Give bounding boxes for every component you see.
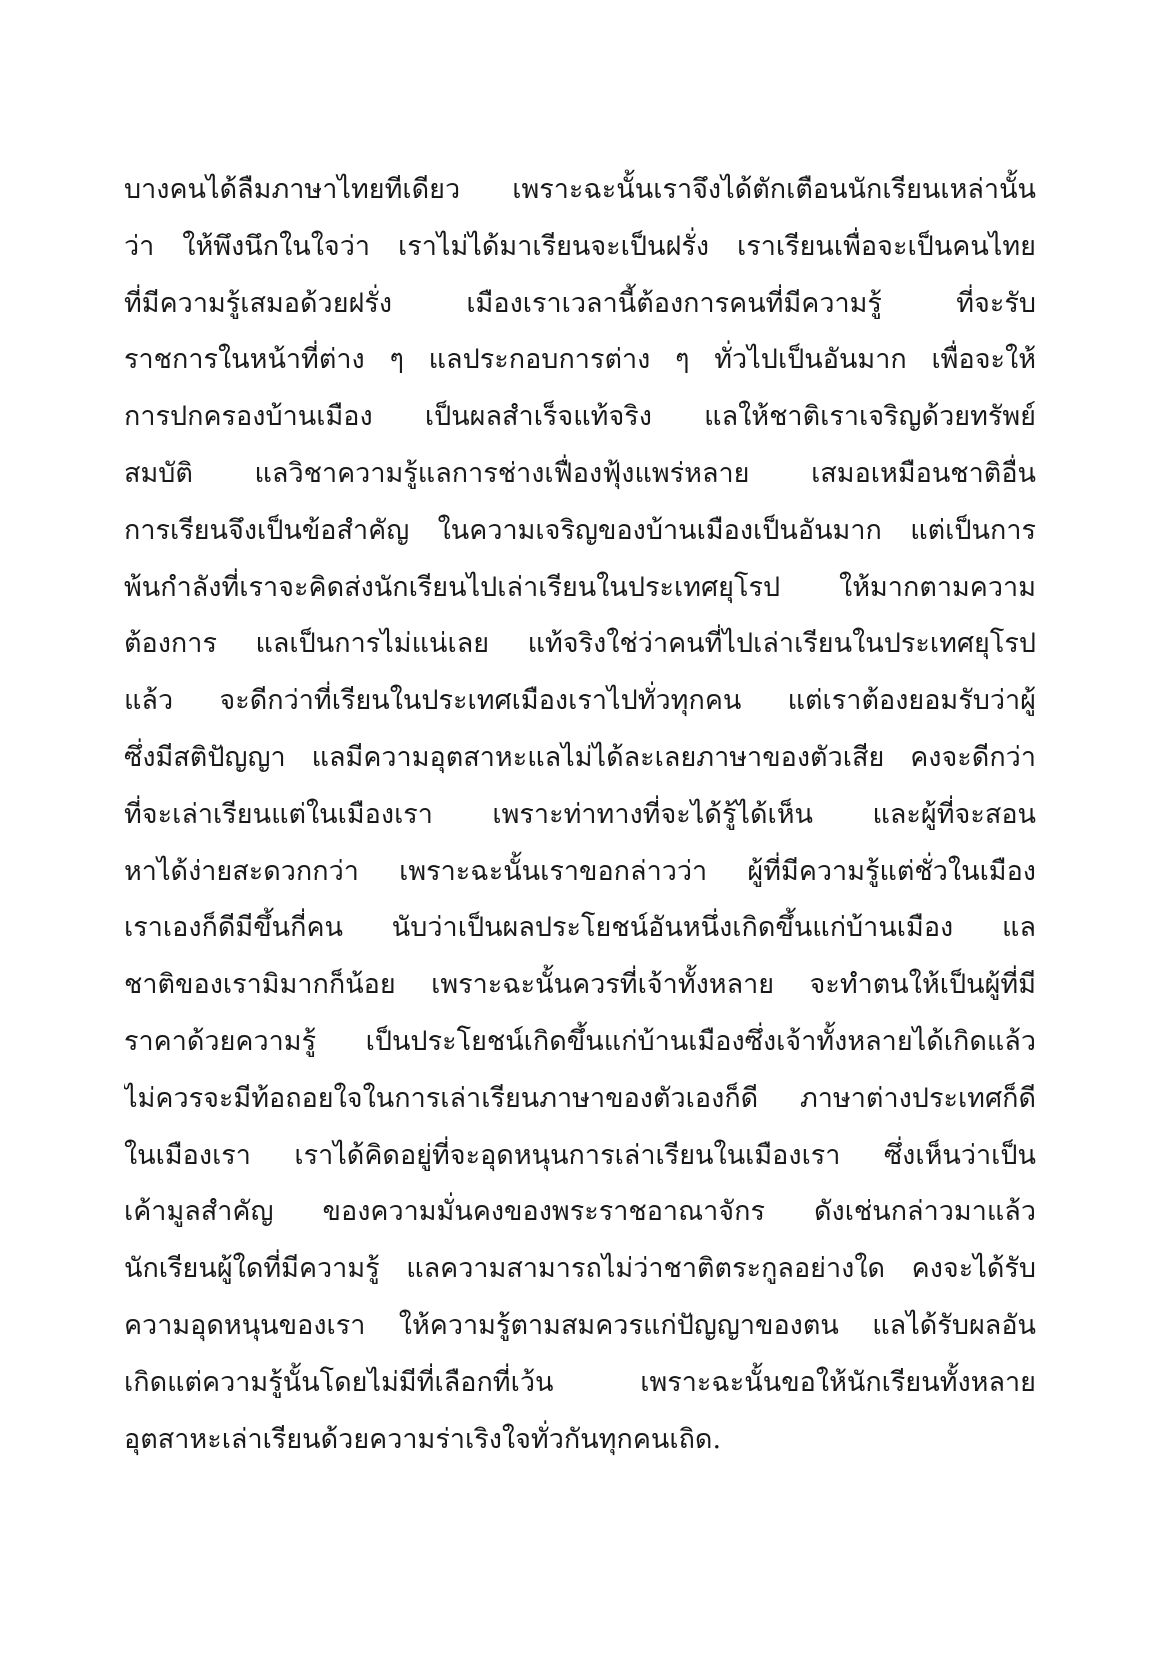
- text-line-last: อุตสาหะเล่าเรียนด้วยความร่าเริงใจทั่วกันทุกคนเถิด.: [124, 1423, 722, 1455]
- text-line: แล้ว จะดีกว่าที่เรียนในประเทศเมืองเราไปทั่วทุกคน แต่เราต้องยอมรับว่าผู้: [124, 685, 1036, 717]
- text-line: ที่มีความรู้เสมอด้วยฝรั่ง เมืองเราเวลานี้ต้องการคนที่มีความรู้ ที่จะรับ: [124, 287, 1036, 319]
- text-line: ชาติของเรามิมากก็น้อย เพราะฉะนั้นควรที่เจ้าทั้งหลาย จะทำตนให้เป็นผู้ที่มี: [124, 969, 1036, 1001]
- text-line: ราคาด้วยความรู้ เป็นประโยชน์เกิดขึ้นแก่บ้านเมืองซึ่งเจ้าทั้งหลายได้เกิดแล้ว: [124, 1025, 1036, 1057]
- text-line: นักเรียนผู้ใดที่มีความรู้ แลความสามารถไม่ว่าชาติตระกูลอย่างใด คงจะได้รับ: [124, 1253, 1036, 1285]
- text-line: ที่จะเล่าเรียนแต่ในเมืองเรา เพราะท่าทางที่จะได้รู้ได้เห็น และผู้ที่จะสอน: [124, 798, 1036, 830]
- text-line: บางคนได้ลืมภาษาไทยทีเดียว เพราะฉะนั้นเราจึงได้ตักเตือนนักเรียนเหล่านั้น: [124, 174, 1036, 205]
- text-line: การเรียนจึงเป็นข้อสำคัญ ในความเจริญของบ้านเมืองเป็นอันมาก แต่เป็นการ: [124, 514, 1036, 546]
- text-line: หาได้ง่ายสะดวกกว่า เพราะฉะนั้นเราขอกล่าวว่า ผู้ที่มีความรู้แต่ชั่วในเมือง: [124, 855, 1036, 887]
- text-line: ไม่ควรจะมีท้อถอยใจในการเล่าเรียนภาษาของตัวเองก็ดี ภาษาต่างประเทศก็ดี: [124, 1082, 1036, 1114]
- text-line: ซึ่งมีสติปัญญา แลมีความอุตสาหะแลไม่ได้ละเลยภาษาของตัวเสีย คงจะดีกว่า: [124, 741, 1036, 773]
- text-line: ต้องการ แลเป็นการไม่แน่เลย แท้จริงใช่ว่าคนที่ไปเล่าเรียนในประเทศยุโรป: [124, 628, 1036, 660]
- text-line: ความอุดหนุนของเรา ให้ความรู้ตามสมควรแก่ปัญญาของตน แลได้รับผลอัน: [124, 1309, 1036, 1341]
- text-line: สมบัติ แลวิชาความรู้แลการช่างเฟื่องฟุ้งแพร่หลาย เสมอเหมือนชาติอื่น: [124, 457, 1036, 489]
- text-line: การปกครองบ้านเมือง เป็นผลสำเร็จแท้จริง แลให้ชาติเราเจริญด้วยทรัพย์: [124, 401, 1036, 433]
- text-line: ราชการในหน้าที่ต่าง ๆ แลประกอบการต่าง ๆ ทั่วไปเป็นอันมาก เพื่อจะให้: [124, 344, 1036, 376]
- text-line: เราเองก็ดีมีขึ้นกี่คน นับว่าเป็นผลประโยชน์อันหนึ่งเกิดขึ้นแก่บ้านเมือง แล: [124, 912, 1036, 944]
- text-line: เกิดแต่ความรู้นั้นโดยไม่มีที่เลือกที่เว้น เพราะฉะนั้นขอให้นักเรียนทั้งหลาย: [124, 1366, 1036, 1398]
- body-text: [124, 162, 1036, 1468]
- text-line: ในเมืองเรา เราได้คิดอยู่ที่จะอุดหนุนการเล่าเรียนในเมืองเรา ซึ่งเห็นว่าเป็น: [124, 1139, 1036, 1171]
- text-line: พ้นกำลังที่เราจะคิดส่งนักเรียนไปเล่าเรียนในประเทศยุโรป ให้มากตามความ: [124, 571, 1036, 603]
- text-line: เค้ามูลสำคัญ ของความมั่นคงของพระราชอาณาจักร ดังเช่นกล่าวมาแล้ว: [124, 1196, 1036, 1228]
- text-line: ว่า ให้พึงนึกในใจว่า เราไม่ได้มาเรียนจะเป็นฝรั่ง เราเรียนเพื่อจะเป็นคนไทย: [124, 230, 1036, 262]
